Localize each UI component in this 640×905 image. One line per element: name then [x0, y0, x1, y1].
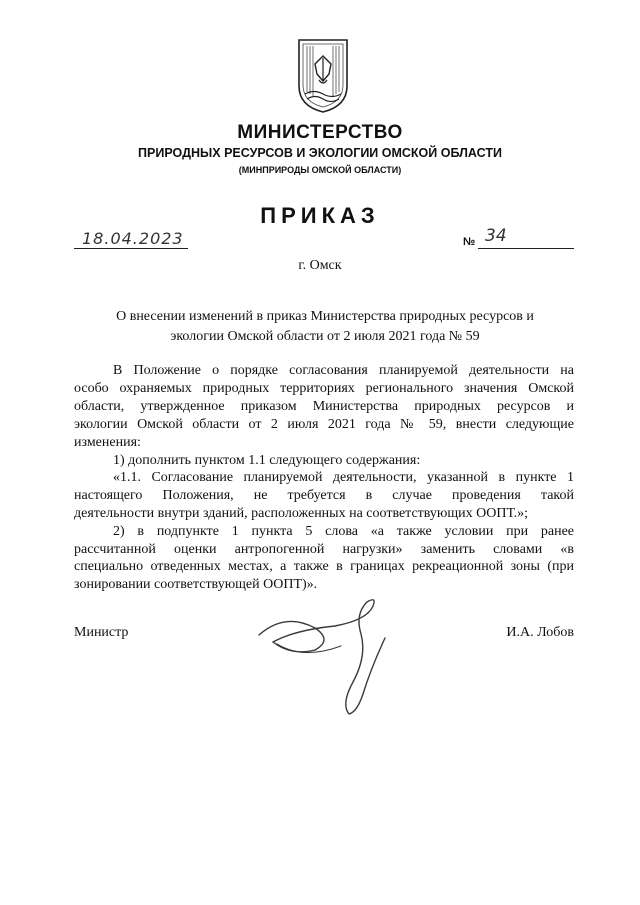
number-underline: [478, 248, 574, 249]
body-line: экологии Омской области от 2 июля 2021 года № 59, внести следующие: [74, 417, 574, 432]
body-line: изменения:: [74, 435, 141, 450]
body-line: зонировании соответствующей ООПТ)».: [74, 577, 318, 592]
ministry-full-name: ПРИРОДНЫХ РЕСУРСОВ И ЭКОЛОГИИ ОМСКОЙ ОБЛАСТИ: [138, 146, 502, 160]
omsk-coat-of-arms-icon: [293, 36, 353, 114]
document-type: ПРИКАЗ: [260, 203, 380, 228]
body-line: 1) дополнить пунктом 1.1 следующего содержания:: [113, 453, 421, 468]
document-date: 18.04.2023: [82, 229, 184, 248]
body-line: области, утвержденное приказом Министерства природных ресурсов и: [74, 399, 574, 414]
document-number: 34: [485, 226, 507, 246]
number-label: №: [463, 236, 476, 248]
document-city: г. Омск: [298, 258, 342, 273]
body-line: «1.1. Согласование планируемой деятельности, указанной в пункте 1: [113, 470, 574, 485]
ministry-short-name: (МИНПРИРОДЫ ОМСКОЙ ОБЛАСТИ): [238, 165, 402, 175]
body-line: специально отведенных местах, а также в границах рекреационной зоны (при: [74, 559, 574, 574]
document-subject-line: экологии Омской области от 2 июля 2021 года № 59: [170, 329, 480, 344]
body-line: деятельности внутри зданий, расположенных на соответствующих ООПТ.»;: [74, 506, 529, 521]
body-line: 2) в подпункте 1 пункта 5 слова «а также условии при ранее: [113, 524, 574, 539]
ministry-title: МИНИСТЕРСТВО: [237, 122, 403, 143]
body-line: настоящего Положения, не требуется в случае проведения такой: [74, 488, 574, 503]
body-line: рассчитанной оценки антропогенной нагрузки» заменить словами «в: [74, 542, 574, 557]
handwritten-signature-icon: [255, 590, 405, 720]
signatory-title: Министр: [74, 625, 129, 640]
document-subject-line: О внесении изменений в приказ Министерства природных ресурсов и: [116, 309, 534, 324]
body-line: В Положение о порядке согласования планируемой деятельности на: [113, 363, 574, 378]
signatory-name: И.А. Лобов: [506, 625, 574, 640]
date-underline: [74, 248, 188, 249]
body-line: особо охраняемых природных территориях регионального значения Омской: [74, 381, 574, 396]
